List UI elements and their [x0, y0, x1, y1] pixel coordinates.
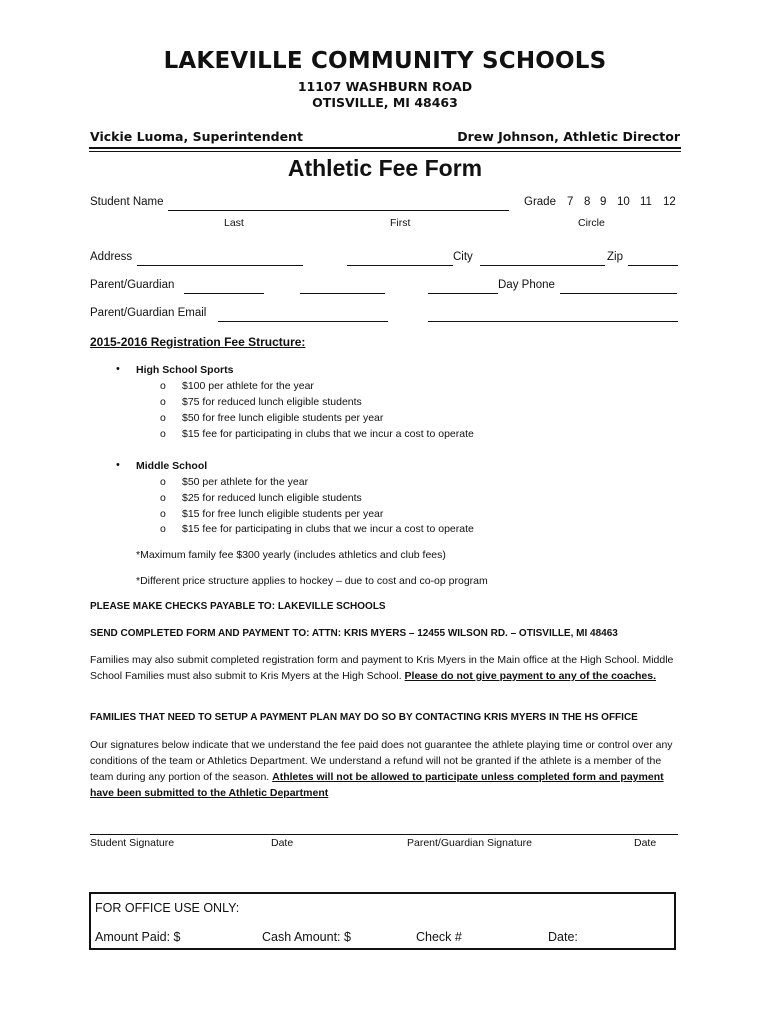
grade-option-11[interactable]: 11: [640, 196, 652, 208]
sub-bullet: o: [160, 396, 166, 408]
hs-fee-item: $100 per athlete for the year: [182, 380, 314, 392]
sub-bullet: o: [160, 476, 166, 488]
ms-fee-item: $50 per athlete for the year: [182, 476, 309, 488]
athletic-director-name: Drew Johnson, Athletic Director: [457, 129, 680, 144]
grade-option-12[interactable]: 12: [663, 196, 676, 208]
guardian-field-cont-2[interactable]: [428, 293, 498, 294]
grade-label: Grade: [524, 196, 556, 208]
address-line-2: OTISVILLE, MI 48463: [312, 95, 458, 110]
sub-bullet: o: [160, 523, 166, 535]
last-name-caption: Last: [224, 217, 244, 229]
city-label: City: [453, 251, 473, 263]
families-paragraph: [90, 652, 680, 684]
sub-bullet: o: [160, 492, 166, 504]
hockey-note: *Different price structure applies to hockey – due to cost and co-op program: [136, 575, 488, 587]
signature-text: Our signatures below indicate that we understand the fee paid does not guarantee the athlete playing time or control over any conditions of the team or Athletics Department. We understand a refund will not be granted if the athlete is a member of the team during any portion of the season.: [90, 739, 673, 783]
cash-amount-label: Cash Amount: $: [262, 930, 351, 944]
sub-bullet: o: [160, 412, 166, 424]
send-to-text: SEND COMPLETED FORM AND PAYMENT TO: ATTN: KRIS MYERS – 12455 WILSON RD. – OTISVILLE, MI 48463: [90, 628, 618, 639]
signature-line[interactable]: [90, 834, 678, 835]
address-field[interactable]: [137, 265, 303, 266]
grade-option-10[interactable]: 10: [617, 196, 630, 208]
guardian-date-label: Date: [634, 837, 657, 849]
guardian-email-field-cont[interactable]: [428, 321, 678, 322]
grade-option-8[interactable]: 8: [584, 196, 591, 208]
student-name-label: Student Name: [90, 196, 164, 208]
fee-structure-heading: 2015-2016 Registration Fee Structure:: [90, 335, 306, 349]
no-payment-to-coaches: Please do not give payment to any of the coaches.: [404, 670, 657, 682]
bullet-glyph: •: [116, 363, 120, 375]
hs-fee-item: $50 for free lunch eligible students per year: [182, 412, 384, 424]
address-field-cont[interactable]: [347, 265, 453, 266]
city-field[interactable]: [480, 265, 605, 266]
sub-bullet: o: [160, 380, 166, 392]
ms-fee-item: $15 fee for participating in clubs that we incur a cost to operate: [182, 523, 474, 535]
student-date-label: Date: [271, 837, 294, 849]
guardian-signature-label: Parent/Guardian Signature: [407, 837, 532, 849]
sub-bullet: o: [160, 428, 166, 440]
checks-payable-text: PLEASE MAKE CHECKS PAYABLE TO: LAKEVILLE SCHOOLS: [90, 601, 386, 612]
day-phone-field[interactable]: [560, 293, 677, 294]
hs-fee-item: $75 for reduced lunch eligible students: [182, 396, 362, 408]
guardian-email-field[interactable]: [218, 321, 388, 322]
zip-label: Zip: [607, 251, 623, 263]
grade-option-9[interactable]: 9: [600, 196, 607, 208]
hs-fee-item: $15 fee for participating in clubs that we incur a cost to operate: [182, 428, 474, 440]
first-name-caption: First: [390, 217, 411, 229]
ms-fee-item: $25 for reduced lunch eligible students: [182, 492, 362, 504]
header-divider-top: [89, 147, 681, 149]
superintendent-name: Vickie Luoma, Superintendent: [90, 129, 303, 144]
day-phone-label: Day Phone: [498, 279, 555, 291]
student-name-field[interactable]: [168, 210, 509, 211]
office-use-title: FOR OFFICE USE ONLY:: [95, 901, 240, 915]
address-label: Address: [90, 251, 133, 263]
student-signature-label: Student Signature: [90, 837, 175, 849]
school-name: LAKEVILLE COMMUNITY SCHOOLS: [163, 48, 607, 74]
guardian-email-label: Parent/Guardian Email: [90, 307, 207, 319]
high-school-sports-label: High School Sports: [136, 364, 234, 376]
sub-bullet: o: [160, 508, 166, 520]
amount-paid-label: Amount Paid: $: [95, 930, 181, 944]
header-divider-bottom: [89, 151, 681, 152]
participation-requirement: Athletes will not be allowed to participate unless completed form and payment have been submitted to the Athletic Department: [90, 771, 664, 799]
max-fee-note: *Maximum family fee $300 yearly (includes athletics and club fees): [136, 549, 446, 561]
form-title: Athletic Fee Form: [287, 155, 483, 181]
signature-paragraph: [90, 737, 680, 801]
ms-fee-item: $15 for free lunch eligible students per year: [182, 508, 384, 520]
bullet-glyph: •: [116, 459, 120, 471]
payment-plan-text: FAMILIES THAT NEED TO SETUP A PAYMENT PLAN MAY DO SO BY CONTACTING KRIS MYERS IN THE HS OFFICE: [90, 712, 638, 723]
address-line-1: 11107 WASHBURN ROAD: [297, 79, 473, 94]
families-text: Families may also submit completed registration form and payment to Kris Myers in the Main office at the High School. Middle School Families must also submit to Kris Myers at the High School.: [90, 654, 674, 682]
zip-field[interactable]: [628, 265, 678, 266]
guardian-field[interactable]: [184, 293, 264, 294]
grade-circle-caption: Circle: [578, 217, 605, 229]
middle-school-label: Middle School: [136, 460, 208, 472]
grade-option-7[interactable]: 7: [567, 196, 574, 208]
guardian-field-cont[interactable]: [300, 293, 385, 294]
office-date-label: Date:: [548, 930, 578, 944]
check-number-label: Check #: [416, 930, 462, 944]
guardian-label: Parent/Guardian: [90, 279, 175, 291]
